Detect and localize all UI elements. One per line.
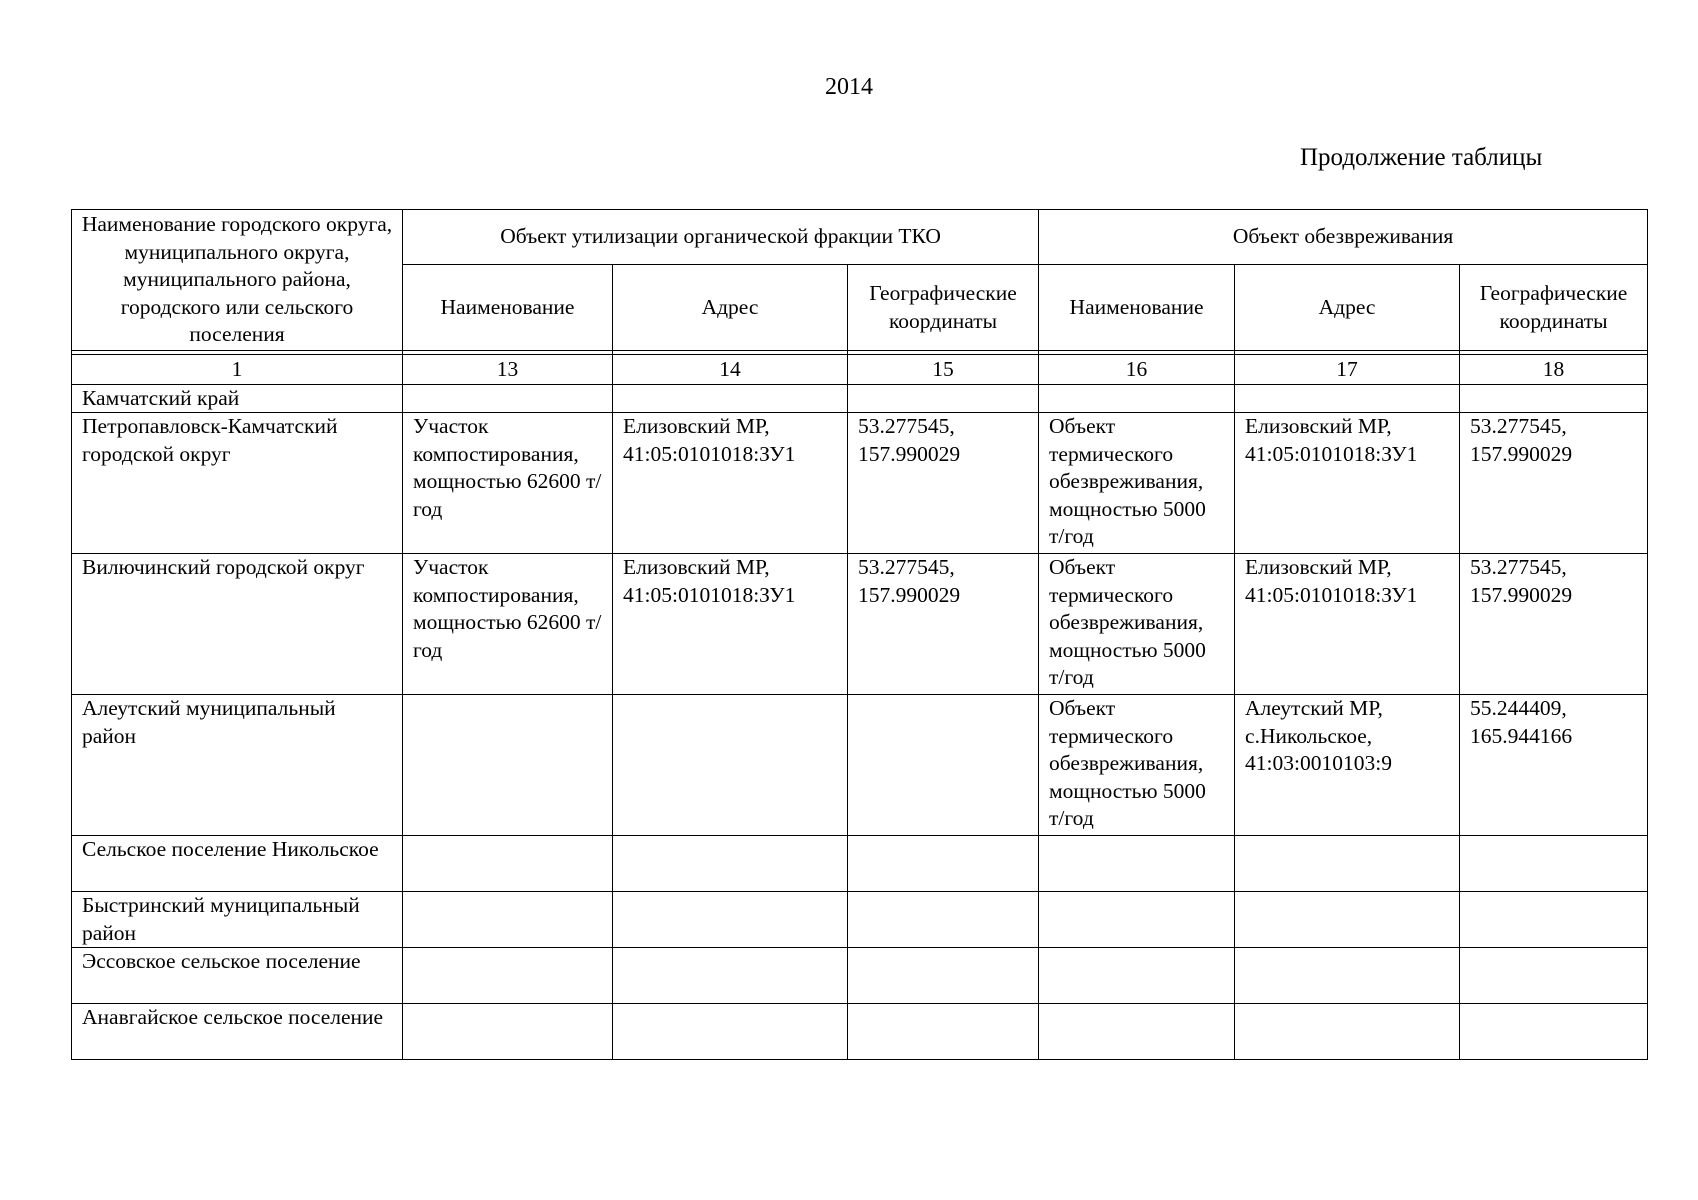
municipality-name: Алеутский муниципальный район [72, 695, 403, 836]
cell-c13 [403, 892, 613, 948]
cell-c13 [403, 836, 613, 892]
municipality-name: Анавгайское сельское поселение [72, 1004, 403, 1060]
cell-c14: Елизовский МР, 41:05:0101018:ЗУ1 [613, 413, 848, 554]
cell-c15 [848, 695, 1039, 836]
cell-c17 [1235, 836, 1460, 892]
cell-c15 [848, 892, 1039, 948]
municipality-name: Эссовское сельское поселение [72, 948, 403, 1004]
table-row [72, 948, 1648, 1004]
cell-c18 [1460, 948, 1648, 1004]
column-number: 17 [1235, 355, 1460, 385]
header-sub-address-14: Адрес [613, 265, 848, 351]
header-group-utilization: Объект утилизации органической фракции ТКО [403, 210, 1039, 265]
cell-c16: Объект термического обезвреживания, мощностью 5000 т/год [1039, 554, 1235, 695]
cell-c18 [1460, 1004, 1648, 1060]
column-numbers-row [72, 355, 1648, 385]
cell-c16 [1039, 948, 1235, 1004]
cell-c15 [848, 836, 1039, 892]
cell-c15 [848, 948, 1039, 1004]
cell-c15 [848, 1004, 1039, 1060]
data-table [71, 209, 1648, 1060]
cell-c14 [613, 695, 848, 836]
cell-c17 [1235, 1004, 1460, 1060]
cell-c16: Объект термического обезвреживания, мощностью 5000 т/год [1039, 413, 1235, 554]
cell-c17: Алеутский МР, с.Никольское, 41:03:0010103:9 [1235, 695, 1460, 836]
header-row-groups [72, 210, 1648, 265]
cell-c16 [1039, 1004, 1235, 1060]
cell-c18 [1460, 836, 1648, 892]
table-row [72, 892, 1648, 948]
table-row [72, 836, 1648, 892]
table-row [72, 413, 1648, 554]
cell-c15: 53.277545, 157.990029 [848, 554, 1039, 695]
region-row [72, 385, 1648, 413]
cell-c14 [613, 892, 848, 948]
cell-c18: 53.277545, 157.990029 [1460, 413, 1648, 554]
cell-c17 [1235, 948, 1460, 1004]
cell-c18: 55.244409, 165.944166 [1460, 695, 1648, 836]
cell-c17 [1235, 892, 1460, 948]
column-number: 1 [72, 355, 403, 385]
region-name: Камчатский край [72, 385, 403, 413]
table-row [72, 1004, 1648, 1060]
column-number: 15 [848, 355, 1039, 385]
municipality-name: Вилючинский городской округ [72, 554, 403, 695]
header-sub-coords-15: Географические координаты [848, 265, 1039, 351]
column-number: 18 [1460, 355, 1648, 385]
table-row [72, 695, 1648, 836]
header-sub-address-17: Адрес [1235, 265, 1460, 351]
cell-c15: 53.277545, 157.990029 [848, 413, 1039, 554]
cell-c16 [1039, 892, 1235, 948]
municipality-name: Сельское поселение Никольское [72, 836, 403, 892]
cell-c13 [403, 948, 613, 1004]
header-sub-name-16: Наименование [1039, 265, 1235, 351]
cell-c16 [1039, 836, 1235, 892]
header-sub-coords-18: Географические координаты [1460, 265, 1648, 351]
cell-c16: Объект термического обезвреживания, мощностью 5000 т/год [1039, 695, 1235, 836]
cell-c18 [1460, 892, 1648, 948]
cell-c14 [613, 948, 848, 1004]
cell-c17: Елизовский МР, 41:05:0101018:ЗУ1 [1235, 554, 1460, 695]
table-continuation-label: Продолжение таблицы [1300, 144, 1543, 171]
cell-c14 [613, 836, 848, 892]
header-group-neutralization: Объект обезвреживания [1039, 210, 1648, 265]
page-number: 2014 [825, 74, 873, 100]
cell-c13 [403, 1004, 613, 1060]
municipality-name: Быстринский муниципальный район [72, 892, 403, 948]
header-sub-name-13: Наименование [403, 265, 613, 351]
cell-c14 [613, 1004, 848, 1060]
cell-c13: Участок компостирования, мощностью 62600 т/год [403, 413, 613, 554]
cell-c18: 53.277545, 157.990029 [1460, 554, 1648, 695]
cell-c13 [403, 695, 613, 836]
table-row [72, 554, 1648, 695]
column-number: 14 [613, 355, 848, 385]
column-number: 16 [1039, 355, 1235, 385]
cell-c13: Участок компостирования, мощностью 62600 т/год [403, 554, 613, 695]
municipality-name: Петропавловск-Камчатский городской округ [72, 413, 403, 554]
cell-c17: Елизовский МР, 41:05:0101018:ЗУ1 [1235, 413, 1460, 554]
header-name-column: Наименование городского округа, муниципального округа, муниципального района, городского или сельского поселения [72, 210, 403, 351]
column-number: 13 [403, 355, 613, 385]
cell-c14: Елизовский МР, 41:05:0101018:ЗУ1 [613, 554, 848, 695]
